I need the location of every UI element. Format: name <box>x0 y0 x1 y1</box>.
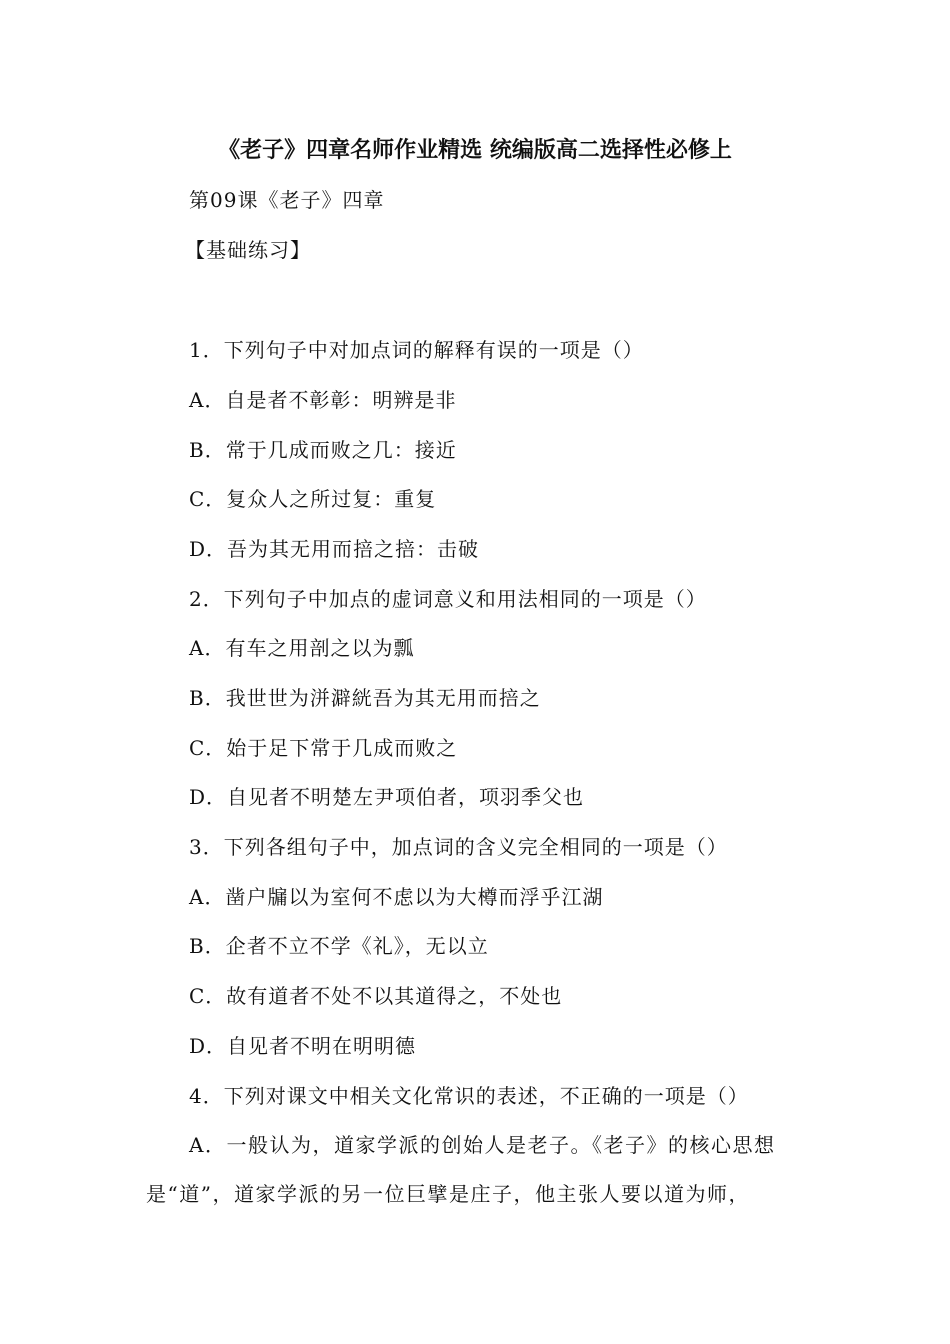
question-3-option-b: B．企者不立不学《礼》，无以立 <box>189 934 489 958</box>
question-1-option-a: A．自是者不彰彰：明辨是非 <box>189 388 457 412</box>
question-1-option-d: D．吾为其无用而掊之掊：击破 <box>189 537 480 561</box>
question-1-option-c: C．复众人之所过复：重复 <box>189 487 437 511</box>
question-2-option-c: C．始于足下常于几成而败之 <box>189 736 458 760</box>
question-2-option-d: D．自见者不明楚左尹项伯者，项羽季父也 <box>189 785 585 809</box>
question-4-stem: 4．下列对课文中相关文化常识的表述，不正确的一项是（） <box>189 1084 749 1108</box>
question-2-option-a: A．有车之用剖之以为瓢 <box>189 636 415 660</box>
question-3-option-a: A．凿户牖以为室何不虑以为大樽而浮乎江湖 <box>189 885 604 909</box>
question-2-stem: 2．下列句子中加点的虚词意义和用法相同的一项是（） <box>189 587 707 611</box>
question-3-stem: 3．下列各组句子中，加点词的含义完全相同的一项是（） <box>189 835 728 859</box>
question-1-stem: 1．下列句子中对加点词的解释有误的一项是（） <box>189 338 644 362</box>
section-heading: 【基础练习】 <box>185 238 311 262</box>
document-title: 《老子》四章名师作业精选 统编版高二选择性必修上 <box>218 138 732 163</box>
question-3-option-d: D．自见者不明在明明德 <box>189 1034 417 1058</box>
question-1-option-b: B．常于几成而败之几：接近 <box>189 438 457 462</box>
lesson-heading: 第09课《老子》四章 <box>189 188 385 212</box>
question-4-option-a: A．一般认为，道家学派的创始人是老子。《老子》的核心思想是“道”，道家学派的另一位巨擘是庄子，他主张人要以道为师， <box>146 1133 776 1206</box>
question-2-option-b: B．我世世为洴澼絖吾为其无用而掊之 <box>189 686 541 710</box>
question-3-option-c: C．故有道者不处不以其道得之，不处也 <box>189 984 563 1008</box>
